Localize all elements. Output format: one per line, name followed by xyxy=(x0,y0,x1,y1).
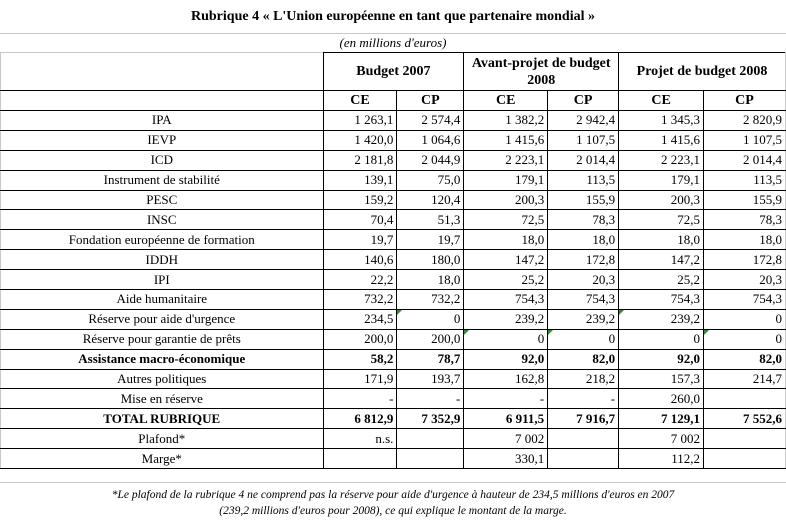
table-cell: 140,6 xyxy=(323,250,397,270)
table-cell: 1 107,5 xyxy=(548,130,619,150)
table-cell xyxy=(548,449,619,469)
row-label: Fondation européenne de formation xyxy=(1,230,324,250)
row-label: IPI xyxy=(1,270,324,290)
table-row xyxy=(1,210,786,230)
table-cell: 7 552,6 xyxy=(704,409,786,429)
row-label: IPA xyxy=(1,111,324,131)
subheader-cp-2007: CP xyxy=(397,91,464,111)
row-label: Plafond* xyxy=(1,429,324,449)
table-cell: 20,3 xyxy=(548,270,619,290)
table-title: Rubrique 4 « L'Union européenne en tant que partenaire mondial » xyxy=(0,0,786,34)
table-cell: 179,1 xyxy=(464,170,548,190)
subheader-ce-pb-2008: CE xyxy=(619,91,704,111)
table-cell: 754,3 xyxy=(548,290,619,310)
table-cell: 0 xyxy=(704,309,786,329)
table-cell: 754,3 xyxy=(619,290,704,310)
table-cell: 754,3 xyxy=(704,290,786,310)
table-cell: 113,5 xyxy=(704,170,786,190)
table-cell: 159,2 xyxy=(323,190,397,210)
table-cell: 200,3 xyxy=(464,190,548,210)
table-cell: 732,2 xyxy=(397,290,464,310)
table-cell: 92,0 xyxy=(619,349,704,369)
table-cell: 18,0 xyxy=(548,230,619,250)
group-header-avant-projet-2008: Avant-projet de budget 2008 xyxy=(464,53,619,91)
table-cell: 200,3 xyxy=(619,190,704,210)
table-cell: - xyxy=(397,389,464,409)
table-cell: 200,0 xyxy=(323,329,397,349)
table-cell xyxy=(323,449,397,469)
group-header-budget-2007: Budget 2007 xyxy=(323,53,464,91)
table-cell: - xyxy=(548,389,619,409)
table-cell: 1 107,5 xyxy=(704,130,786,150)
table-cell: 239,2 xyxy=(464,309,548,329)
header-corner xyxy=(1,53,324,91)
table-cell: 2 942,4 xyxy=(548,111,619,131)
row-label: Aide humanitaire xyxy=(1,290,324,310)
table-cell: 7 916,7 xyxy=(548,409,619,429)
table-cell xyxy=(548,429,619,449)
table-cell: 1 415,6 xyxy=(619,130,704,150)
table-cell: 1 382,2 xyxy=(464,111,548,131)
table-cell: 72,5 xyxy=(464,210,548,230)
table-cell: 78,7 xyxy=(397,349,464,369)
row-label: Réserve pour garantie de prêts xyxy=(1,329,324,349)
table-cell: 113,5 xyxy=(548,170,619,190)
footnote-line-1: *Le plafond de la rubrique 4 ne comprend pas la réserve pour aide d'urgence à hauteur de 234,5 millions d'euros en 2007 xyxy=(111,489,675,501)
table-cell: 82,0 xyxy=(548,349,619,369)
table-row xyxy=(1,329,786,349)
table-cell: 732,2 xyxy=(323,290,397,310)
table-cell: 239,2 xyxy=(619,309,704,329)
table-cell: 112,2 xyxy=(619,449,704,469)
table-row xyxy=(1,309,786,329)
table-cell: 120,4 xyxy=(397,190,464,210)
row-label: ICD xyxy=(1,150,324,170)
table-cell: 157,3 xyxy=(619,369,704,389)
table-cell: 58,2 xyxy=(323,349,397,369)
table-cell: 147,2 xyxy=(464,250,548,270)
table-cell: 155,9 xyxy=(704,190,786,210)
table-cell: 7 002 xyxy=(464,429,548,449)
table-cell: 19,7 xyxy=(323,230,397,250)
table-cell: 72,5 xyxy=(619,210,704,230)
subheader-ce-2007: CE xyxy=(323,91,397,111)
table-row xyxy=(1,170,786,190)
table-cell: 1 420,0 xyxy=(323,130,397,150)
table-cell: 2 223,1 xyxy=(619,150,704,170)
table-cell: 78,3 xyxy=(548,210,619,230)
table-cell: 7 002 xyxy=(619,429,704,449)
row-label: IEVP xyxy=(1,130,324,150)
table-cell: 0 xyxy=(464,329,548,349)
row-label: PESC xyxy=(1,190,324,210)
table-cell: 0 xyxy=(619,329,704,349)
table-cell: 20,3 xyxy=(704,270,786,290)
table-row xyxy=(1,429,786,449)
table-row xyxy=(1,369,786,389)
table-row xyxy=(1,111,786,131)
table-cell: 70,4 xyxy=(323,210,397,230)
table-cell: 180,0 xyxy=(397,250,464,270)
table-cell: 214,7 xyxy=(704,369,786,389)
table-cell: 19,7 xyxy=(397,230,464,250)
unit-note: (en millions d'euros) xyxy=(339,35,447,50)
table-cell: 18,0 xyxy=(397,270,464,290)
table-cell: 2 820,9 xyxy=(704,111,786,131)
footnote-line-2: (239,2 millions d'euros pour 2008), ce qui explique le montant de la marge. xyxy=(219,505,567,517)
table-cell: - xyxy=(323,389,397,409)
table-row xyxy=(1,349,786,369)
table-cell: 1 064,6 xyxy=(397,130,464,150)
table-row xyxy=(1,190,786,210)
table-cell: 234,5 xyxy=(323,309,397,329)
table-cell: 172,8 xyxy=(548,250,619,270)
table-row xyxy=(1,409,786,429)
table-row xyxy=(1,290,786,310)
table-cell: 162,8 xyxy=(464,369,548,389)
row-label: Autres politiques xyxy=(1,369,324,389)
table-row xyxy=(1,389,786,409)
subheader-cp-pb-2008: CP xyxy=(704,91,786,111)
table-cell: 260,0 xyxy=(619,389,704,409)
table-cell: 25,2 xyxy=(464,270,548,290)
table-cell xyxy=(704,449,786,469)
table-row xyxy=(1,130,786,150)
table-cell: 7 129,1 xyxy=(619,409,704,429)
table-cell: 2 014,4 xyxy=(548,150,619,170)
table-cell: 75,0 xyxy=(397,170,464,190)
table-cell: 239,2 xyxy=(548,309,619,329)
table-cell: 2 181,8 xyxy=(323,150,397,170)
table-cell: n.s. xyxy=(323,429,397,449)
table-cell: 18,0 xyxy=(704,230,786,250)
footnote xyxy=(0,482,786,521)
row-label: Instrument de stabilité xyxy=(1,170,324,190)
row-label: Marge* xyxy=(1,449,324,469)
table-cell: 1 263,1 xyxy=(323,111,397,131)
table-cell: 22,2 xyxy=(323,270,397,290)
table-cell: 155,9 xyxy=(548,190,619,210)
budget-table xyxy=(0,52,786,469)
table-cell: 18,0 xyxy=(464,230,548,250)
table-cell xyxy=(704,429,786,449)
table-row xyxy=(1,150,786,170)
subheader-cp-apb-2008: CP xyxy=(548,91,619,111)
table-cell: 172,8 xyxy=(704,250,786,270)
table-cell: 139,1 xyxy=(323,170,397,190)
table-row xyxy=(1,270,786,290)
row-label: IDDH xyxy=(1,250,324,270)
table-cell: 7 352,9 xyxy=(397,409,464,429)
table-cell: 25,2 xyxy=(619,270,704,290)
table-cell: 2 044,9 xyxy=(397,150,464,170)
row-label: INSC xyxy=(1,210,324,230)
table-row xyxy=(1,250,786,270)
table-cell: 200,0 xyxy=(397,329,464,349)
table-cell xyxy=(397,449,464,469)
table-cell xyxy=(397,429,464,449)
table-row xyxy=(1,230,786,250)
table-cell: 1 345,3 xyxy=(619,111,704,131)
table-cell: 18,0 xyxy=(619,230,704,250)
table-cell: 330,1 xyxy=(464,449,548,469)
row-label: TOTAL RUBRIQUE xyxy=(1,409,324,429)
table-row xyxy=(1,449,786,469)
subheader-corner xyxy=(1,91,324,111)
table-cell: 0 xyxy=(397,309,464,329)
row-label: Mise en réserve xyxy=(1,389,324,409)
table-cell: 51,3 xyxy=(397,210,464,230)
table-cell: 0 xyxy=(704,329,786,349)
subheader-ce-apb-2008: CE xyxy=(464,91,548,111)
table-cell: 193,7 xyxy=(397,369,464,389)
table-cell: 171,9 xyxy=(323,369,397,389)
table-cell: 0 xyxy=(548,329,619,349)
table-cell: 2 574,4 xyxy=(397,111,464,131)
group-header-projet-2008: Projet de budget 2008 xyxy=(619,53,786,91)
table-cell: - xyxy=(464,389,548,409)
table-cell: 92,0 xyxy=(464,349,548,369)
table-cell: 147,2 xyxy=(619,250,704,270)
row-label: Assistance macro-économique xyxy=(1,349,324,369)
table-cell: 78,3 xyxy=(704,210,786,230)
row-label: Réserve pour aide d'urgence xyxy=(1,309,324,329)
table-cell: 754,3 xyxy=(464,290,548,310)
table-cell: 2 223,1 xyxy=(464,150,548,170)
table-cell: 179,1 xyxy=(619,170,704,190)
table-cell xyxy=(704,389,786,409)
table-cell: 1 415,6 xyxy=(464,130,548,150)
table-cell: 218,2 xyxy=(548,369,619,389)
table-cell: 2 014,4 xyxy=(704,150,786,170)
table-cell: 82,0 xyxy=(704,349,786,369)
table-cell: 6 812,9 xyxy=(323,409,397,429)
table-cell: 6 911,5 xyxy=(464,409,548,429)
